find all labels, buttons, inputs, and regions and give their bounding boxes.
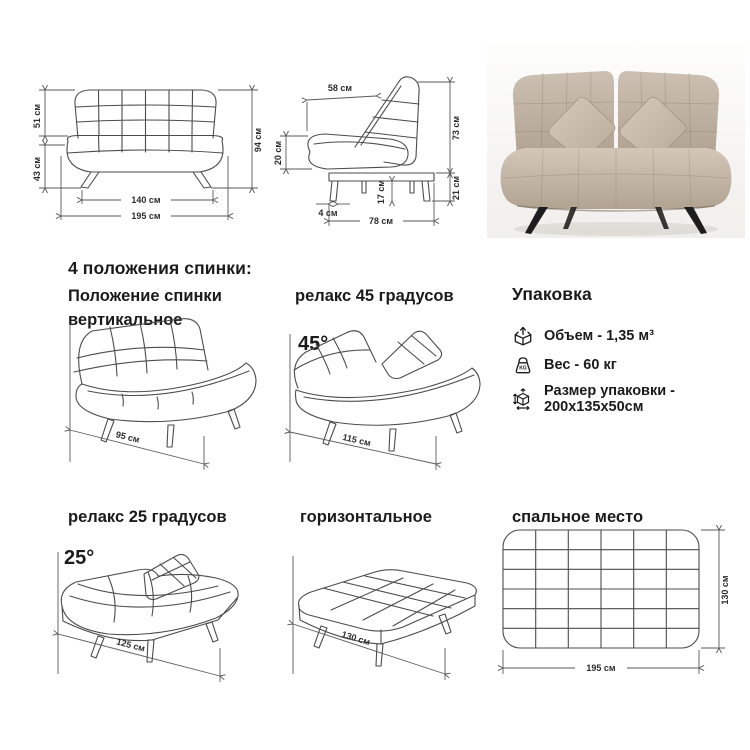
relax25-sofa-outline (61, 554, 238, 662)
front-view-drawing (25, 52, 270, 242)
relax25-label: релакс 25 градусов (68, 508, 227, 526)
sleeping-label: спальное место (512, 508, 644, 526)
packaging-volume-row (512, 325, 747, 347)
sleeping-width-label: 195 см (586, 663, 616, 673)
front-total-height-label: 94 см (253, 127, 263, 153)
side-back-height-label: 73 см (451, 115, 461, 141)
volume-box-icon (512, 325, 534, 347)
side-seat-thickness-label: 20 см (273, 140, 283, 166)
front-sofa-outline (67, 90, 223, 188)
photo-shadow (514, 222, 718, 236)
relax25-dimension-lines (58, 552, 220, 682)
front-inner-width-label: 140 см (131, 195, 161, 205)
packaging-volume-text: Объем - 1,35 м³ (544, 328, 654, 344)
sleeping-mattress-grid (503, 530, 699, 648)
vertical-dimension-lines (70, 324, 204, 470)
sleeping-dimension-lines (503, 530, 725, 674)
weight-icon (512, 354, 534, 376)
packaging-size-text: Размер упаковки - 200х135х50см (544, 383, 675, 415)
product-photo (487, 42, 745, 238)
relax25-dim-label: 125 см (115, 636, 147, 654)
box-size-icon (512, 388, 534, 410)
side-total-depth-label: 78 см (368, 216, 394, 226)
weight-icon-kg-badge: KG (519, 365, 527, 372)
relax45-drawing (278, 312, 498, 477)
relax25-drawing (48, 528, 283, 688)
side-leg-width-label: 4 см (318, 208, 338, 218)
horizontal-drawing (283, 540, 498, 690)
packaging-weight-text: Вес - 60 кг (544, 357, 617, 373)
front-seat-height-label: 43 см (32, 156, 42, 182)
vertical-sofa-outline (74, 319, 256, 447)
packaging-section (512, 284, 747, 422)
vertical-position-drawing (52, 312, 272, 477)
packaging-heading: Упаковка (512, 284, 592, 304)
positions-heading: 4 положения спинки: (68, 258, 252, 278)
vertical-dim-label: 95 см (114, 429, 141, 445)
vertical-position-label-line1: Положение спинки (68, 287, 222, 305)
side-clearance-label: 17 см (376, 179, 386, 205)
front-back-height-label: 51 см (32, 103, 42, 129)
side-base-height-label: 21 см (451, 175, 461, 201)
side-view-drawing (272, 52, 487, 242)
sleeping-depth-label: 130 см (720, 575, 730, 605)
horizontal-sofa-outline (299, 570, 477, 666)
horizontal-dim-label: 130 см (340, 629, 372, 648)
horizontal-label: горизонтальное (300, 508, 432, 526)
relax45-dim-label: 115 см (341, 431, 372, 449)
relax45-angle-label: 45° (298, 333, 329, 355)
side-sofa-outline (308, 77, 434, 201)
sleeping-place-drawing (495, 522, 750, 687)
side-dimension-lines (280, 82, 455, 226)
photo-seat (501, 148, 732, 211)
packaging-weight-row (512, 354, 747, 376)
front-total-width-label: 195 см (131, 211, 161, 221)
side-seat-depth-label: 58 см (327, 83, 353, 93)
relax45-label: релакс 45 градусов (295, 287, 454, 305)
packaging-size-row (512, 383, 747, 415)
vertical-position-label-line2: вертикальное (68, 311, 183, 329)
relax25-angle-label: 25° (64, 547, 95, 569)
